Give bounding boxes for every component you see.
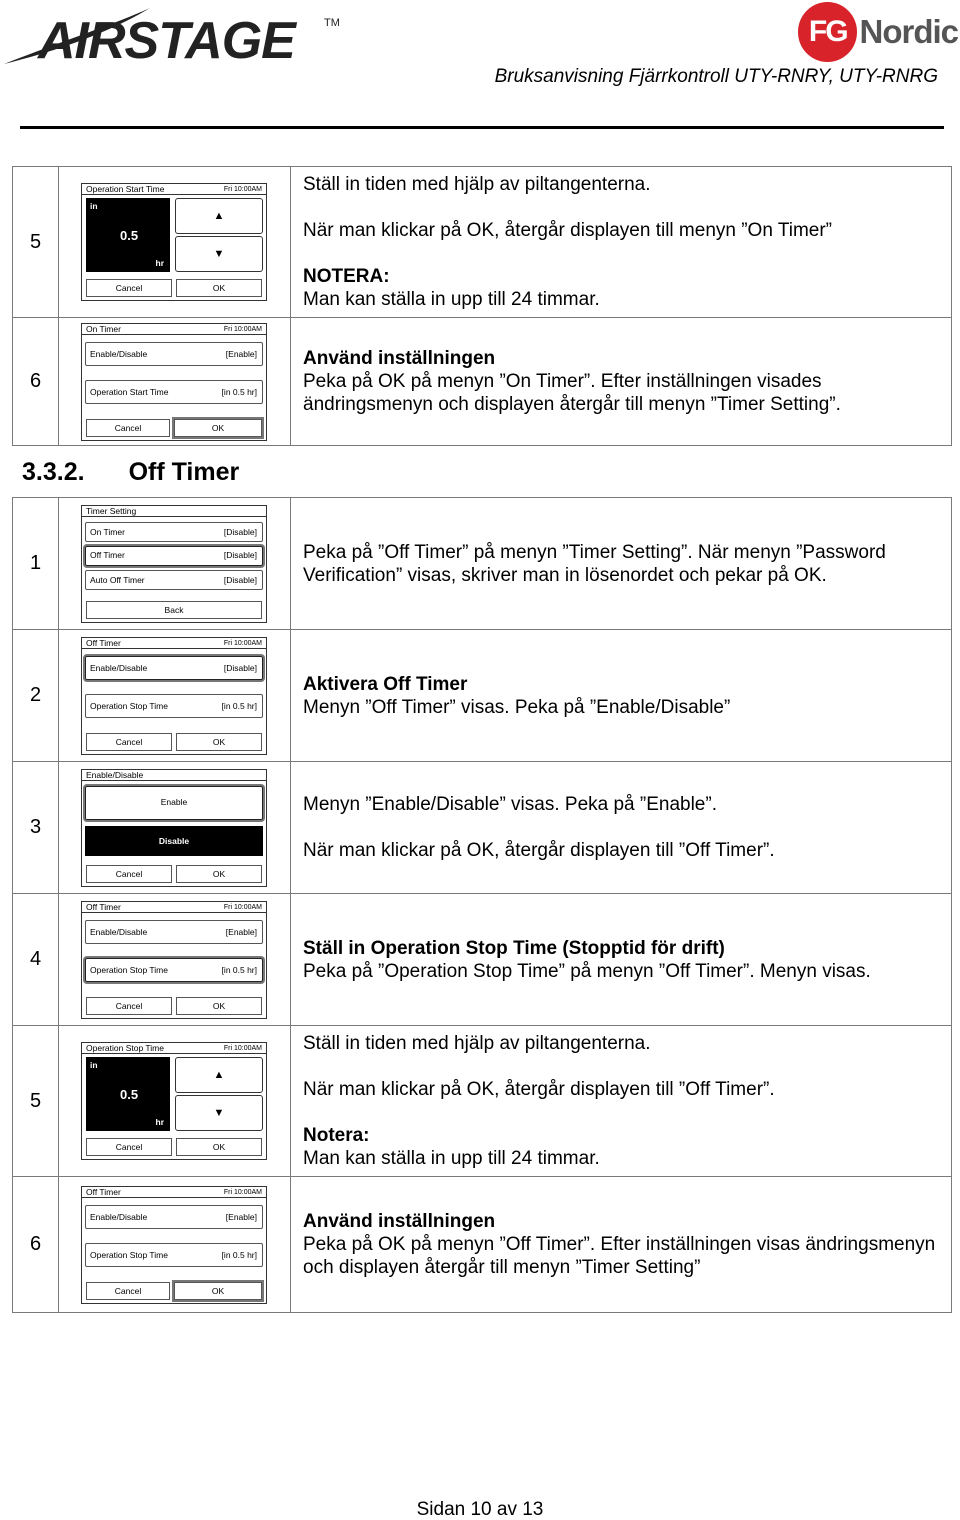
logo-text: AIRSTAGE <box>38 12 295 70</box>
disable-option[interactable]: Disable <box>85 826 263 856</box>
screen-title: Off Timer <box>86 901 121 912</box>
table-row <box>13 498 952 630</box>
step-number: 2 <box>13 630 59 762</box>
screen-time: Fri 10:00AM <box>223 1045 262 1052</box>
table-row <box>13 1026 952 1177</box>
cancel-button[interactable]: Cancel <box>86 865 172 883</box>
section-heading <box>22 458 239 487</box>
step-number: 5 <box>13 167 59 318</box>
document-title: Bruksanvisning Fjärrkontroll UTY-RNRY, UTY-RNRG <box>494 66 938 87</box>
screen-time: Fri 10:00AM <box>223 186 262 193</box>
brand-word: Nordic <box>859 13 958 50</box>
page-footer: Sidan 10 av 13 <box>416 1499 544 1520</box>
screen-title: Off Timer <box>86 637 121 648</box>
step-heading: Aktivera Off Timer <box>303 673 468 695</box>
step-number: 6 <box>13 318 59 446</box>
ok-button[interactable]: OK <box>176 997 262 1015</box>
instruction-text: När man klickar på OK, återgår displayen till menyn ”On Timer” <box>303 220 833 241</box>
screen-on-timer <box>81 323 267 441</box>
note-text: Man kan ställa in upp till 24 timmar. <box>303 289 600 310</box>
screen-title: Timer Setting <box>82 506 266 517</box>
step-number: 4 <box>13 894 59 1026</box>
enable-disable-row[interactable]: Enable/Disable [Enable] <box>85 920 263 944</box>
instruction-text: Peka på OK på menyn ”On Timer”. Efter inställningen visades ändringsmenyn och displayen återgår till menyn ”Timer Setting”. <box>303 371 841 415</box>
operation-start-time-row[interactable]: Operation Start Time [in 0.5 hr] <box>85 380 263 404</box>
arrow-up-button[interactable] <box>175 198 263 234</box>
screen-time: Fri 10:00AM <box>223 639 262 647</box>
arrow-up-icon: ▲ <box>213 1069 225 1081</box>
instruction-text: Peka på ”Off Timer” på menyn ”Timer Setting”. När menyn ”Password Verification” visas, skriver man in lösenordet och pekar på OK. <box>303 541 886 586</box>
instruction-text: När man klickar på OK, återgår displayen till ”Off Timer”. <box>303 840 775 861</box>
ok-button[interactable]: OK <box>176 279 262 297</box>
operation-stop-time-row[interactable]: Operation Stop Time [in 0.5 hr] <box>85 1243 263 1267</box>
fg-nordic-logo <box>798 2 958 62</box>
arrow-up-icon: ▲ <box>213 210 225 222</box>
ok-button[interactable]: OK <box>176 1138 262 1156</box>
instruction-text: Ställ in tiden med hjälp av piltangenterna. <box>303 1033 651 1054</box>
table-row <box>13 1177 952 1313</box>
screen-operation-stop-time <box>81 1042 267 1160</box>
cancel-button[interactable]: Cancel <box>86 733 172 751</box>
step-number: 5 <box>13 1026 59 1177</box>
ok-button[interactable]: OK <box>176 865 262 883</box>
auto-off-timer-row[interactable]: Auto Off Timer [Disable] <box>85 570 263 590</box>
note-heading: NOTERA: <box>303 266 390 287</box>
off-timer-row[interactable]: Off Timer [Disable] <box>85 546 263 566</box>
section-number: 3.3.2. <box>22 458 85 486</box>
instruction-text: Peka på ”Operation Stop Time” på menyn ”Off Timer”. Menyn visas. <box>303 960 871 982</box>
table-row <box>13 894 952 1026</box>
back-button[interactable]: Back <box>86 601 262 619</box>
screen-title: On Timer <box>86 323 121 334</box>
in-label: in <box>90 201 98 211</box>
table-row <box>13 318 952 446</box>
screen-operation-start-time <box>81 183 267 301</box>
cancel-button[interactable]: Cancel <box>86 1138 172 1156</box>
step-heading: Använd inställningen <box>303 348 496 369</box>
instruction-text: Ställ in tiden med hjälp av piltangenterna. <box>303 174 651 195</box>
arrow-down-button[interactable] <box>175 236 263 272</box>
instruction-text: Peka på OK på menyn ”Off Timer”. Efter inställningen visas ändringsmenyn och displayen återgår till menyn ”Timer Setting” <box>303 1234 936 1278</box>
cancel-button[interactable]: Cancel <box>86 419 170 437</box>
arrow-down-icon: ▼ <box>213 1107 225 1119</box>
ok-button[interactable]: OK <box>174 419 262 437</box>
table-row <box>13 762 952 894</box>
enable-option[interactable]: Enable <box>85 786 263 820</box>
screen-off-timer <box>81 637 267 755</box>
cancel-button[interactable]: Cancel <box>86 279 172 297</box>
cancel-button[interactable]: Cancel <box>86 997 172 1015</box>
step-number: 1 <box>13 498 59 630</box>
table-row <box>13 630 952 762</box>
screen-time: Fri 10:00AM <box>223 325 262 333</box>
operation-stop-time-row[interactable]: Operation Stop Time [in 0.5 hr] <box>85 694 263 718</box>
section-title: Off Timer <box>128 458 240 486</box>
header-rule <box>20 126 944 129</box>
screen-off-timer-confirm <box>81 1186 267 1304</box>
note-heading: Notera: <box>303 1125 370 1146</box>
screen-off-timer-enabled <box>81 901 267 1019</box>
logo-tm: TM <box>324 17 340 29</box>
screen-title: Enable/Disable <box>82 770 266 781</box>
screen-title: Operation Start Time <box>86 184 165 194</box>
step-number: 6 <box>13 1177 59 1313</box>
screen-title: Off Timer <box>86 1186 121 1197</box>
screen-timer-setting <box>81 505 267 623</box>
screen-time: Fri 10:00AM <box>223 903 262 911</box>
enable-disable-row[interactable]: Enable/Disable [Disable] <box>85 656 263 680</box>
arrow-down-button[interactable] <box>175 1095 263 1131</box>
operation-stop-time-row[interactable]: Operation Stop Time [in 0.5 hr] <box>85 958 263 982</box>
screen-time: Fri 10:00AM <box>223 1188 262 1196</box>
airstage-logo <box>0 2 345 70</box>
ok-button[interactable]: OK <box>176 733 262 751</box>
arrow-up-button[interactable] <box>175 1057 263 1093</box>
instruction-text: Menyn ”Enable/Disable” visas. Peka på ”Enable”. <box>303 794 717 815</box>
in-label: in <box>90 1060 98 1070</box>
screen-enable-disable <box>81 769 267 887</box>
enable-disable-row[interactable]: Enable/Disable [Enable] <box>85 1205 263 1229</box>
step-number: 3 <box>13 762 59 894</box>
screen-title: Operation Stop Time <box>86 1043 164 1053</box>
time-value: 0.5 <box>120 228 139 243</box>
instruction-text: Menyn ”Off Timer” visas. Peka på ”Enable/Disable” <box>303 696 731 718</box>
cancel-button[interactable]: Cancel <box>86 1282 170 1300</box>
steps-table-off-timer <box>12 497 952 1313</box>
enable-disable-row[interactable]: Enable/Disable [Enable] <box>85 342 263 366</box>
step-heading: Använd inställningen <box>303 1211 496 1232</box>
steps-table-on-timer <box>12 166 952 446</box>
on-timer-row[interactable]: On Timer [Disable] <box>85 522 263 542</box>
note-text: Man kan ställa in upp till 24 timmar. <box>303 1148 600 1169</box>
arrow-down-icon: ▼ <box>213 248 225 260</box>
table-row <box>13 167 952 318</box>
unit-label: hr <box>155 258 164 268</box>
fg-mark: FG <box>798 2 857 62</box>
ok-button[interactable]: OK <box>174 1282 262 1300</box>
unit-label: hr <box>155 1117 164 1127</box>
instruction-text: När man klickar på OK, återgår displayen till ”Off Timer”. <box>303 1079 775 1100</box>
step-heading: Ställ in Operation Stop Time (Stopptid för drift) <box>303 937 725 959</box>
time-value: 0.5 <box>120 1087 139 1102</box>
